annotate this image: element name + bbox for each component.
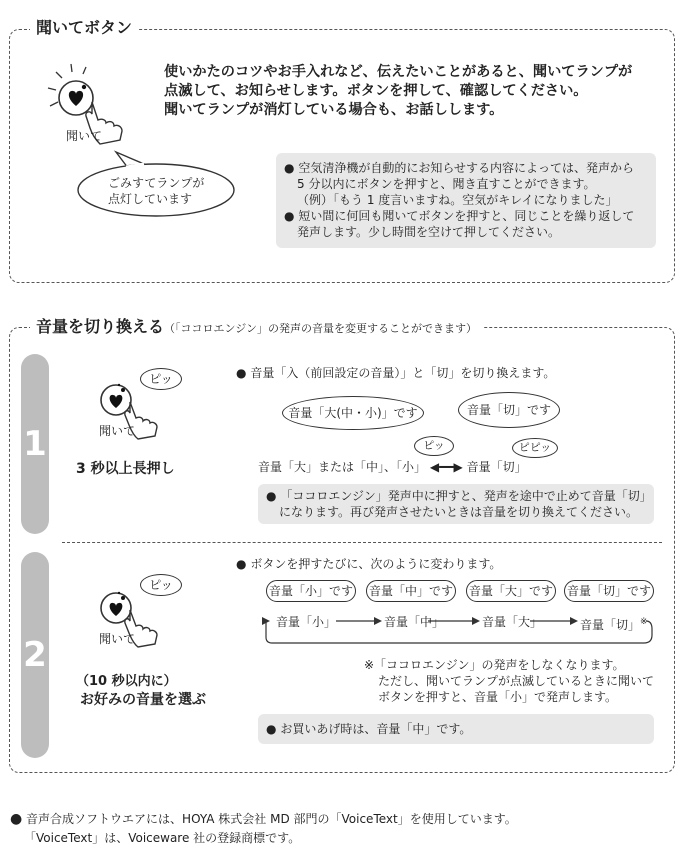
bullet-icon: ● <box>236 557 247 571</box>
step2-intro <box>236 556 501 572</box>
asterisk-mark: ※ <box>640 617 648 627</box>
footer-line: 「VoiceText」は、Voiceware 社の登録商標です。 <box>24 831 301 845</box>
note-line: 空気清浄機が自動的にお知らせする内容によっては、発声から <box>298 161 634 175</box>
section-volume-title <box>30 316 483 340</box>
footnote-line: ※「ココロエンジン」の発声をしなくなります。 <box>364 658 625 672</box>
description-line: 聞いてランプが消灯している場合も、お話しします。 <box>164 102 504 118</box>
step2-action-sub: （10 秒以内に） <box>76 674 177 689</box>
bullet-icon: ● <box>266 722 277 736</box>
note-line: 短い間に何回も聞いてボタンを押すと、同じことを繰り返して <box>298 209 635 223</box>
note-line: 「ココロエンジン」発声中に押すと、発声を途中で止めて音量「切」 <box>280 489 652 503</box>
beep-bubble: ピッ <box>140 574 182 596</box>
note-line: 5 分以内にボタンを押すと、聞き直すことができます。 <box>297 177 596 191</box>
step-divider <box>62 542 662 543</box>
bubble-volume-on: 音量「大(中・小)」です <box>282 396 424 430</box>
cycle-off <box>580 614 648 633</box>
step1-note <box>266 488 652 520</box>
step1-intro <box>236 365 555 381</box>
flow-left: 音量「大」または「中」、「小」 <box>258 460 427 474</box>
note-line: （例）「もう 1 度言いますね。空気がキレイになりました」 <box>297 193 618 207</box>
beep-bubble: ピッ <box>414 436 454 456</box>
volume-title-main: 音量を切り換える <box>36 317 165 336</box>
note-line: 発声します。少し時間を空けて押してください。 <box>297 225 561 239</box>
double-beep-bubble: ピピッ <box>512 438 558 458</box>
purchase-note <box>266 721 471 737</box>
bullet-icon: ● <box>266 489 277 503</box>
beep-bubble: ピッ <box>140 368 182 390</box>
cycle-off-label: 音量「切」 <box>580 618 641 632</box>
step-number-2: 2 <box>21 552 49 758</box>
step2-footnote <box>364 657 654 705</box>
bullet-icon: ● <box>284 161 295 175</box>
footnote-line: ボタンを押すと、音量「小」で発声します。 <box>378 690 618 704</box>
kiite-description <box>164 63 632 120</box>
footnote-line: ただし、聞いてランプが点滅しているときに聞いて <box>378 674 655 688</box>
footer-credits <box>10 810 517 848</box>
step2-action-main: お好みの音量を選ぶ <box>80 692 206 708</box>
cycle-small: 音量「小」 <box>276 615 337 629</box>
step-number-1: 1 <box>21 354 49 534</box>
bullet-icon: ● <box>236 366 247 380</box>
bubble-volume-off: 音量「切」です <box>458 392 560 428</box>
bullet-icon: ● <box>284 209 295 223</box>
volume-title-sub: （「ココロエンジン」の発声の音量を変更することができます） <box>164 322 477 335</box>
bullet-icon: ● <box>10 811 23 827</box>
cycle-large: 音量「大」 <box>482 615 543 629</box>
pill-volume-large: 音量「大」です <box>466 580 556 602</box>
note-replay <box>284 160 634 240</box>
icon-label: 聞いて <box>99 424 136 438</box>
cycle-medium: 音量「中」 <box>384 615 445 629</box>
step1-action: 3 秒以上長押し <box>76 461 175 477</box>
section-kiite-title: 聞いてボタン <box>30 17 138 39</box>
description-line: 使いかたのコツやお手入れなど、伝えたいことがあると、聞いてランプが <box>164 64 633 80</box>
bubble-line: 点灯しています <box>108 192 193 206</box>
footer-line: 音声合成ソフトウエアには、HOYA 株式会社 MD 部門の「VoiceText」を使用しています。 <box>26 812 517 826</box>
bubble-line: ごみすてランプが <box>108 176 205 190</box>
flow-right: 音量「切」 <box>466 460 527 474</box>
step1-flow <box>258 459 527 475</box>
speech-bubble-text <box>108 175 204 207</box>
note-line: になります。再び発声させたいときは音量を切り換えてください。 <box>279 505 639 519</box>
intro-text: ボタンを押すたびに、次のように変わります。 <box>250 557 502 571</box>
purchase-note-text: お買いあげ時は、音量「中」です。 <box>280 722 472 736</box>
description-line: 点滅して、お知らせします。ボタンを押して、確認してください。 <box>164 83 588 99</box>
pill-volume-off: 音量「切」です <box>564 580 654 602</box>
pill-volume-small: 音量「小」です <box>266 580 356 602</box>
intro-text: 音量「入（前回設定の音量）」と「切」を切り換えます。 <box>250 366 556 380</box>
icon-label: 聞いて <box>66 129 103 143</box>
pill-volume-medium: 音量「中」です <box>366 580 456 602</box>
double-arrow-icon: ◀━━▶ <box>429 460 463 474</box>
icon-label: 聞いて <box>99 632 136 646</box>
